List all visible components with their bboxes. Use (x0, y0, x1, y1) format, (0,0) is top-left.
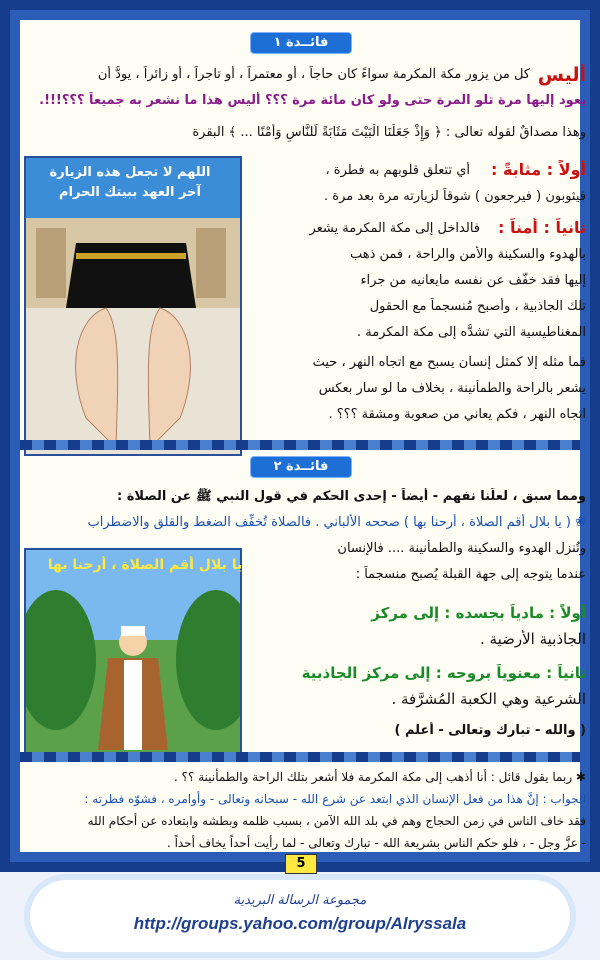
section-2-badge: فائــدة ٢ (250, 456, 352, 478)
second-meaning-line-2: بالهدوء والسكينة والأمن والراحة ، فمن ذهب (349, 247, 586, 262)
section-2-line-4: عندما يتوجه إلى جهة القبلة يُصبح منسجماً : (355, 567, 586, 582)
kaaba-image-caption-line-2: آخر العهد ببيتك الحرام (59, 185, 201, 200)
section-2-line-1: ومما سبق ، لعلّنا نفهم - أيضاً - إحدى الحكم في قول النبي ﷺ عن الصلاة : (116, 489, 586, 504)
section-1-line-2: يعود إليها مرة تلو المرة حتى ولو كان مائة مرة ؟؟؟ أليس هذا ما نشعر به جميعاً ؟؟؟!!!. (39, 93, 586, 108)
section-3-line-2: الجواب : إنَّ هذا من فعل الإنسان الذي ابتعد عن شرع الله - سبحانه وتعالى - وأوامره ، فشوّه فطرته : (84, 792, 586, 806)
section-2-line-2: ❀ ( يا بلال أقم الصلاة ، أرحنا بها ) صححه الألباني . فالصلاة تُخفِّف الضغط والقلق والاضطراب (87, 515, 586, 530)
section-1-quran-quote: وهذا مصداقٌ لقوله تعالى : ﴿ وَإِذْ جَعَلْنَا الْبَيْتَ مَثَابَةً لِّلنَّاسِ وَأَمْنًا ... ﴾ البقرة (192, 125, 586, 140)
kaaba-image-caption-line-1: اللهم لا تجعل هذه الزيارة (49, 165, 211, 180)
section-3-line-1: ✱ ربما يقول قائل : أنا أذهب إلى مكة المكرمة فلا أشعر بتلك الراحة والطمأنينة ؟؟ . (174, 770, 586, 784)
section-2-second-point-line-2: الشرعية وهي الكعبة المُشرَّفة . (391, 690, 586, 708)
example-line-1: فما مثله إلا كمثل إنسان يسبح مع اتجاه النهر ، حيث (312, 355, 586, 370)
section-2-line-3: وتُنزل الهدوء والسكينة والطمأنينة .... فالإنسان (337, 541, 586, 556)
footer-group-name: مجموعة الرسالة البريدية (233, 893, 367, 908)
section-2-first-point-line-2: الجاذبية الأرضية . (480, 630, 586, 648)
example-line-3: اتجاه النهر ، فكم يعاني من صعوبة ومشقة ؟؟؟ . (328, 407, 586, 422)
section-1-badge: فائــدة ١ (250, 32, 352, 54)
bilal-prayer-image (24, 548, 242, 762)
page-number: 5 (285, 854, 317, 874)
section-2-second-point: ثانياً : معنوياً بروحه : إلى مركز الجاذبية (301, 664, 586, 682)
section-1-line-1: كل من يزور مكة المكرمة سواءً كان حاجاً ، أو معتمراً ، أو تاجراً ، أو زائراً ، يودُّ أن (97, 67, 530, 82)
second-meaning-line-5: المغناطيسية التي تشدُّه إلى مكة المكرمة . (356, 325, 586, 340)
second-meaning-line-3: إليها فقد خفّف عن نفسه مايعانيه من جراء (360, 273, 586, 288)
second-meaning-title: ثانياً : أمناً : (498, 218, 586, 237)
section-1-heading-word: أليس (537, 64, 586, 86)
section-2-closing: ( والله - تبارك وتعالى - أعلم ) (394, 723, 586, 738)
first-meaning-title: أولاً : مثابةً : (490, 160, 586, 179)
section-divider-1 (20, 440, 580, 450)
section-divider-2 (20, 752, 580, 762)
kaaba-illustration (26, 158, 240, 454)
footer-url-link[interactable]: http://groups.yahoo.com/group/Alryssala (133, 914, 467, 933)
example-line-2: يشعر بالراحة والطمأنينة ، بخلاف ما لو سار بعكس (318, 381, 586, 396)
second-meaning-line-4: تلك الجاذبية ، وأصبح مُنسجماً مع الحقول (369, 299, 586, 314)
second-meaning-line-1: فالداخل إلى مكة المكرمة يشعر (309, 221, 480, 236)
section-3-line-4: - عزَّ وجل - ، فلو حكم الناس بشريعة الله - تبارك وتعالى - لما رأيت أحداً يخاف أحداً . (166, 836, 586, 850)
first-meaning-line-2: فيثوبون ( فيرجعون ) شوقاً لزيارته مرة بعد مرة . (324, 189, 586, 204)
bilal-image-caption: يا بلال أقم الصلاة ، أرحنا بها (47, 557, 243, 573)
section-2-first-point: أولاً : مادياً بجسده : إلى مركز (371, 604, 586, 622)
prayer-illustration (26, 550, 240, 760)
first-meaning-line-1: أي تتعلق قلوبهم به فطرة ، (325, 163, 470, 178)
section-3-line-3: فقد خاف الناس في زمن الحجاج وهم في بلد الله الآمن ، بسبب ظلمه وبطشه وابتعاده عن أحكام الله (87, 814, 586, 828)
